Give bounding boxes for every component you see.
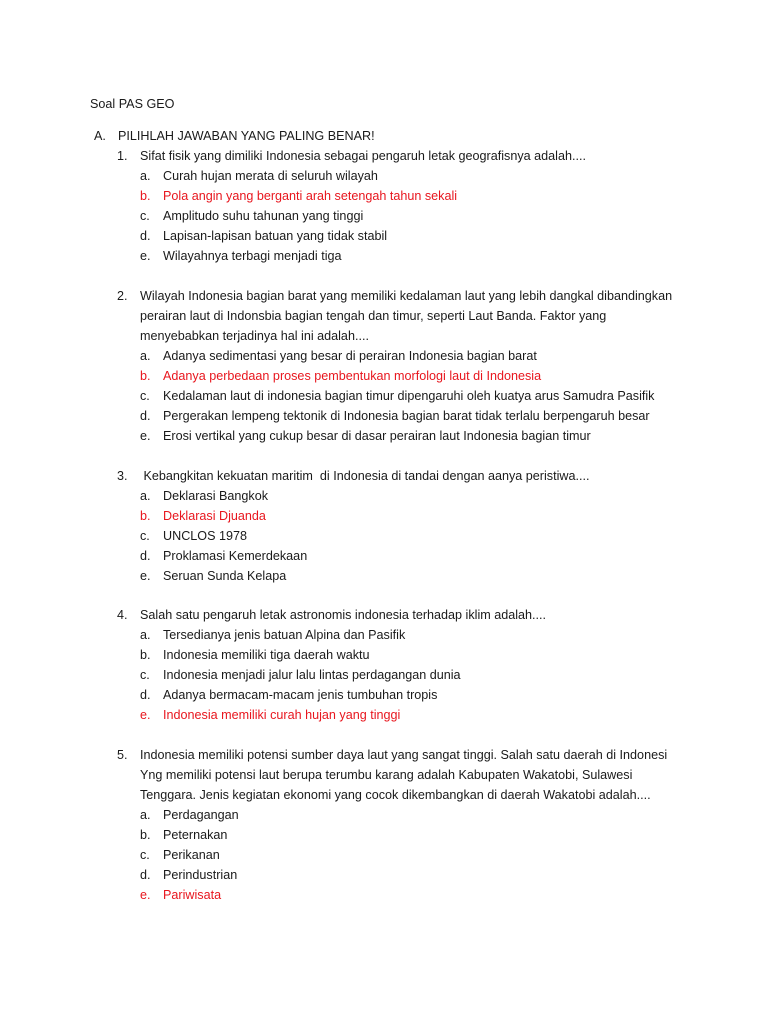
option-letter: d.: [140, 409, 151, 423]
option-text: UNCLOS 1978: [163, 529, 247, 543]
option-text: Lapisan-lapisan batuan yang tidak stabil: [163, 229, 388, 243]
option-letter: c.: [140, 529, 150, 543]
option-text: Tersedianya jenis batuan Alpina dan Pasifik: [163, 628, 406, 642]
question-text: Sifat fisik yang dimiliki Indonesia sebagai pengaruh letak geografisnya adalah....: [140, 149, 586, 163]
option-text: Perikanan: [163, 848, 220, 862]
option-text: Perindustrian: [163, 868, 238, 882]
option-letter: a.: [140, 628, 151, 642]
option-text: Pergerakan lempeng tektonik di Indonesia bagian barat tidak terlalu berpengaruh besar: [163, 409, 650, 423]
option-text: Adanya bermacam-macam jenis tumbuhan tropis: [163, 688, 438, 702]
option-text: Pariwisata: [163, 888, 222, 902]
option-letter: b.: [140, 828, 151, 842]
option-letter: a.: [140, 808, 151, 822]
option-text: Perdagangan: [163, 808, 239, 822]
option-text: Wilayahnya terbagi menjadi tiga: [163, 249, 342, 263]
option-text: Proklamasi Kemerdekaan: [163, 549, 308, 563]
option-letter: e.: [140, 708, 151, 722]
option-letter: e.: [140, 569, 151, 583]
option-text: Pola angin yang berganti arah setengah tahun sekali: [163, 189, 458, 203]
option-text: Indonesia menjadi jalur lalu lintas perdagangan dunia: [163, 668, 461, 682]
question-number: 3.: [117, 469, 128, 483]
option-letter: b.: [140, 369, 151, 383]
option-letter: c.: [140, 209, 150, 223]
option-text: Deklarasi Djuanda: [163, 509, 266, 523]
option-letter: d.: [140, 688, 151, 702]
option-letter: b.: [140, 509, 151, 523]
option-letter: b.: [140, 648, 151, 662]
question-number: 2.: [117, 289, 128, 303]
option-text: Adanya perbedaan proses pembentukan morfologi laut di Indonesia: [163, 369, 542, 383]
option-letter: e.: [140, 888, 151, 902]
option-letter: a.: [140, 489, 151, 503]
option-letter: c.: [140, 389, 150, 403]
document-title: Soal PAS GEO: [90, 97, 175, 111]
question-number: 5.: [117, 748, 128, 762]
option-letter: b.: [140, 189, 151, 203]
option-text: Indonesia memiliki tiga daerah waktu: [163, 648, 370, 662]
option-letter: c.: [140, 848, 150, 862]
option-letter: c.: [140, 668, 150, 682]
option-text: Deklarasi Bangkok: [163, 489, 268, 503]
option-letter: e.: [140, 429, 151, 443]
option-letter: d.: [140, 549, 151, 563]
option-letter: a.: [140, 169, 151, 183]
question-text: Salah satu pengaruh letak astronomis indonesia terhadap iklim adalah....: [140, 608, 547, 622]
option-text: Adanya sedimentasi yang besar di perairan Indonesia bagian barat: [163, 349, 537, 363]
option-letter: d.: [140, 229, 151, 243]
section-marker: A.: [94, 129, 106, 143]
option-text: Peternakan: [163, 828, 228, 842]
option-letter: d.: [140, 868, 151, 882]
option-text: Kedalaman laut di indonesia bagian timur dipengaruhi oleh kuatya arus Samudra Pasifik: [163, 389, 655, 403]
option-text: Indonesia memiliki curah hujan yang tinggi: [163, 708, 401, 722]
option-text: Curah hujan merata di seluruh wilayah: [163, 169, 378, 183]
section-title: PILIHLAH JAWABAN YANG PALING BENAR!: [118, 129, 375, 143]
option-letter: e.: [140, 249, 151, 263]
option-letter: a.: [140, 349, 151, 363]
question-text: Wilayah Indonesia bagian barat yang memiliki kedalaman laut yang lebih dangkal dibandingkan perairan laut di Indonsbia bagian tengah dan timur, seperti Laut Banda. Faktor yang menyebabkan terjadinya hal ini adalah....: [140, 289, 673, 343]
option-text: Seruan Sunda Kelapa: [163, 569, 287, 583]
option-text: Amplitudo suhu tahunan yang tinggi: [163, 209, 364, 223]
question-text: Kebangkitan kekuatan maritim di Indonesia di tandai dengan aanya peristiwa....: [140, 469, 590, 483]
option-text: Erosi vertikal yang cukup besar di dasar perairan laut Indonesia bagian timur: [163, 429, 591, 443]
question-number: 1.: [117, 149, 128, 163]
question-number: 4.: [117, 608, 128, 622]
question-text: Indonesia memiliki potensi sumber daya laut yang sangat tinggi. Salah satu daerah di Indonesi Yng memiliki potensi laut berupa terumbu karang adalah Kabupaten Wakatobi, Sulawesi Tenggara. Jenis kegiatan ekonomi yang cocok dikembangkan di daerah Wakatobi adalah....: [140, 748, 668, 802]
